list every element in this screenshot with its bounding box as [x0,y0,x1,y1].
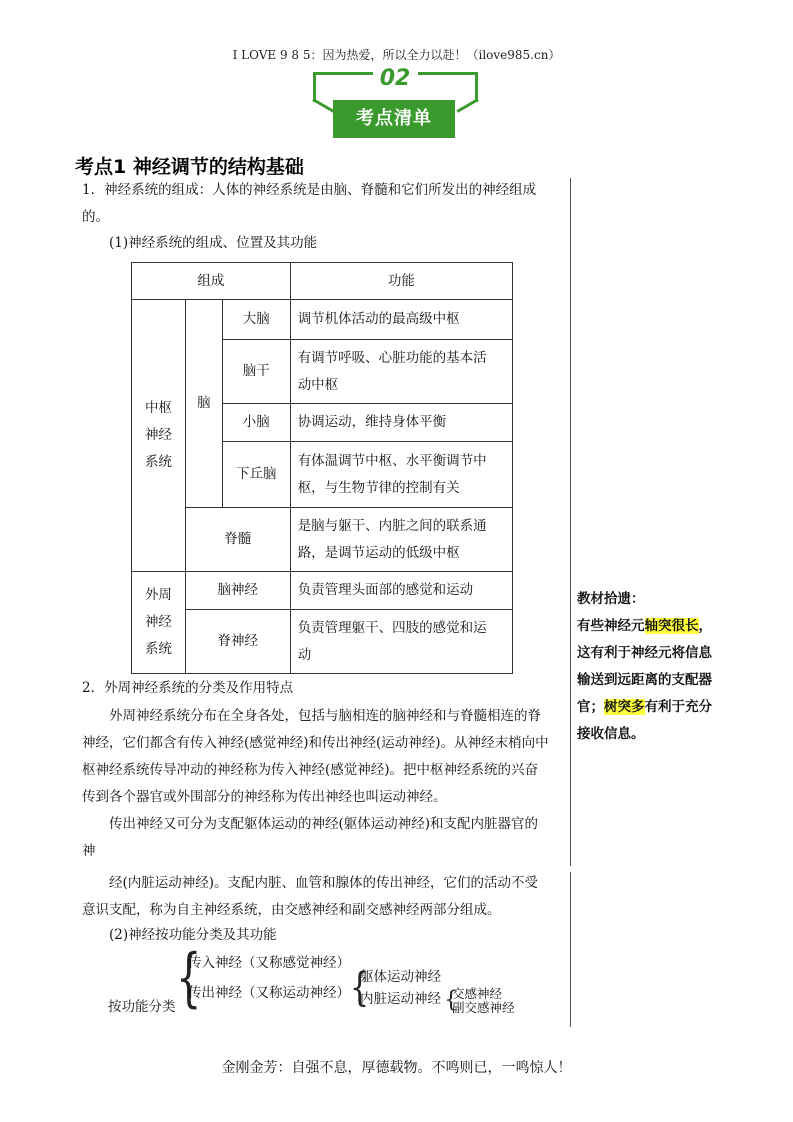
tree-parasympathetic: 副交感神经 [452,1000,515,1015]
spinal-cord-function-line-2: 路，是调节运动的低级中枢 [297,544,460,561]
spinal-cord-function-line-1: 是脑与躯干、内脏之间的联系通 [297,517,487,534]
badge-label: 考点清单 [333,100,455,138]
table-cell-cerebrum: 大脑 [222,300,290,340]
paragraph-3-line-1: 传出神经又可分为支配躯体运动的神经(躯体运动神经)和支配内脏器官的 [109,816,539,832]
tree-afferent: 传入神经（又称感觉神经） [188,955,350,971]
paragraph-4-line-1: 经(内脏运动神经)。支配内脏、血管和腺体的传出神经，它们的活动不受 [109,875,539,891]
table-cell-hypothalamus: 下丘脑 [222,442,290,508]
tree-visceral: 内脏运动神经 [360,991,441,1007]
table-cell-cranial-nerves-function: 负责管理头面部的感觉和运动 [290,572,512,610]
tree-root-brace: { [176,941,202,1015]
table-cell-spinal-nerves: 脊神经 [185,610,290,674]
brainstem-function-line-2: 动中枢 [297,376,339,393]
side-note-line-4-a: 官； [577,699,604,715]
side-note-line-4-b: 有利于充分 [644,699,712,715]
peripheral-line-2: 神经 [144,614,172,630]
side-note-highlight-many-dendrites: 树突多 [604,699,645,715]
side-note-line-1 [577,613,727,640]
tree-sympathetic: 交感神经 [452,986,503,1001]
table-header-function: 功能 [290,263,512,300]
table-cell-cerebellum: 小脑 [222,404,290,442]
paragraph-2-heading: 2．外周神经系统的分类及作用特点 [82,680,294,696]
peripheral-line-1: 外周 [144,587,172,603]
peripheral-line-3: 系统 [144,641,172,657]
tree-somatic: 躯体运动神经 [360,969,441,985]
header-banner: I LOVE 9 8 5：因为热爱，所以全力以赴！（ilove985.cn） [232,48,561,62]
side-note-line-1-b: ， [698,618,712,634]
table-cell-hypothalamus-function [290,442,512,508]
table-cell-spinal-cord-function [290,508,512,572]
badge-frame-left-diagonal [312,98,334,113]
brainstem-function-line-1: 有调节呼吸、心脏功能的基本活 [297,349,487,366]
section-title: 考点1 神经调节的结构基础 [75,156,304,178]
tree-visceral-brace: { [444,988,458,1013]
badge-number: 02 [379,66,411,91]
paragraph-4-line-2: 意识支配，称为自主神经系统，由交感神经和副交感神经两部分组成。 [82,902,501,918]
paragraph-2-line-4: 传到各个器官或外围部分的神经称为传出神经也叫运动神经。 [82,789,447,805]
paragraph-3-line-2: 神 [82,843,96,859]
side-note-highlight-long-axon: 轴突很长 [644,618,699,634]
paragraph-2-line-2: 神经，它们都含有传入神经(感觉神经)和传出神经(运动神经)。从神经末梢向中 [82,735,549,751]
tree-root: 按功能分类 [108,999,176,1015]
tree-efferent: 传出神经（又称运动神经） [188,985,350,1001]
table-cell-cranial-nerves: 脑神经 [185,572,290,610]
column-divider-lower [570,872,571,1027]
table-cell-cerebellum-function: 协调运动，维持身体平衡 [290,404,512,442]
classification-tree [108,941,558,1025]
tree-efferent-brace: { [350,965,370,1012]
hypothalamus-function-line-2: 枢，与生物节律的控制有关 [297,479,460,496]
footer-motto: 金刚金芳：自强不息，厚德载物。不鸣则已，一鸣惊人！ [221,1060,572,1076]
badge-frame-right-diagonal [456,98,478,113]
badge-frame-right-top [418,72,478,75]
nervous-system-table [131,262,513,674]
side-note-line-5: 接收信息。 [577,726,645,742]
badge-frame-left-top [313,72,373,75]
table-cell-spinal-nerves-function [290,610,512,674]
side-note [577,586,727,748]
subheading-2: (2)神经按功能分类及其功能 [109,927,277,943]
table-cell-spinal-cord: 脊髓 [185,508,290,572]
subheading-1: (1)神经系统的组成、位置及其功能 [109,235,318,251]
table-header-composition: 组成 [132,263,291,300]
table-cell-central-nervous-system [132,300,186,572]
table-cell-peripheral-nervous-system [132,572,186,674]
table-cell-brainstem: 脑干 [222,340,290,404]
central-line-3: 系统 [144,454,172,470]
central-line-1: 中枢 [144,400,172,416]
paragraph-1-line-2: 的。 [82,209,109,225]
table-cell-brain: 脑 [185,300,222,508]
hypothalamus-function-line-1: 有体温调节中枢、水平衡调节中 [297,452,487,469]
central-line-2: 神经 [144,427,172,443]
table-cell-cerebrum-function: 调节机体活动的最高级中枢 [290,300,512,340]
table-cell-brainstem-function [290,340,512,404]
column-divider-upper [570,178,571,866]
side-note-line-4 [577,694,727,721]
side-note-title: 教材拾遗： [577,591,645,607]
spinal-nerves-function-line-1: 负责管理躯干、四肢的感觉和运 [297,619,487,636]
paragraph-2-line-1: 外周神经系统分布在全身各处，包括与脑相连的脑神经和与脊髓相连的脊 [109,708,541,724]
side-note-line-1-a: 有些神经元 [577,618,645,634]
side-note-line-2: 这有利于神经元将信息 [577,645,712,661]
side-note-line-3: 输送到远距离的支配器 [577,672,712,688]
spinal-nerves-function-line-2: 动 [297,646,312,663]
paragraph-1-line-1: 1．神经系统的组成：人体的神经系统是由脑、脊髓和它们所发出的神经组成 [82,182,537,198]
paragraph-2-line-3: 枢神经系统传导冲动的神经称为传入神经(感觉神经)。把中枢神经系统的兴奋 [82,762,539,778]
